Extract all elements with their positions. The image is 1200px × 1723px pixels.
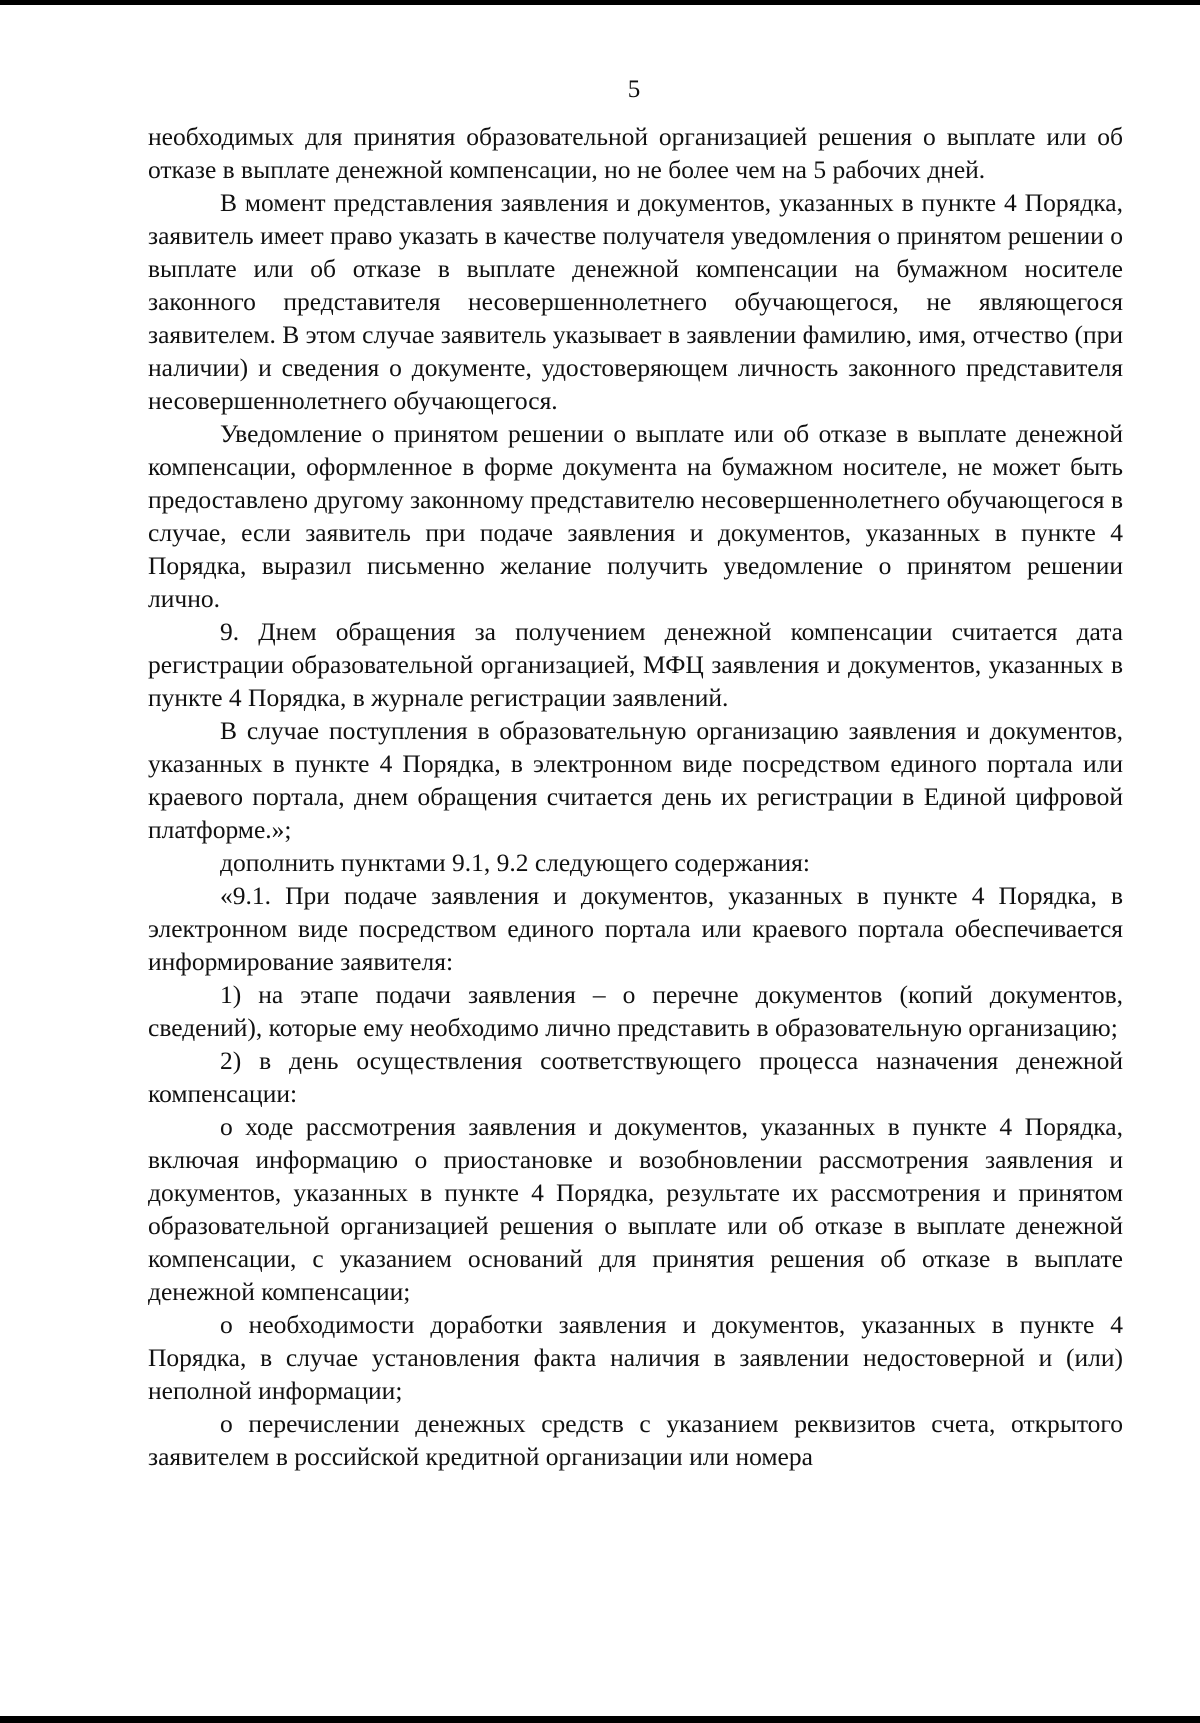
paragraph-item-9: 9. Днем обращения за получением денежной компенсации считается дата регистрации образовательной организацией, МФЦ заявления и документов, указанных в пункте 4 Порядка, в журнале регистрации заявлений. — [148, 617, 1123, 712]
paragraph-recipient-choice: В момент представления заявления и документов, указанных в пункте 4 Порядка, заявитель имеет право указать в качестве получателя уведомления о принятом решении о выплате или об отказе в выплате денежной компенсации на бумажном носителе законного представителя несовершеннолетнего обучающегося, не являющегося заявителем. В этом случае заявитель указывает в заявлении фамилию, имя, отчество (при наличии) и сведения о документе, удостоверяющем личность законного представителя несовершеннолетнего обучающегося. — [148, 188, 1123, 415]
paragraph-electronic-application: В случае поступления в образовательную организацию заявления и документов, указанных в пункте 4 Порядка, в электронном виде посредством единого портала или краевого портала, днем обращения считается день их регистрации в Единой цифровой платформе.»; — [148, 716, 1123, 844]
paragraph-item-9-1: «9.1. При подаче заявления и документов, указанных в пункте 4 Порядка, в электронном виде посредством единого портала или краевого портала обеспечивается информирование заявителя: — [148, 881, 1123, 976]
paragraph-amendment-intro: дополнить пунктами 9.1, 9.2 следующего содержания: — [220, 848, 810, 877]
page-number: 5 — [627, 76, 641, 103]
paragraph-revision-needed: о необходимости доработки заявления и документов, указанных в пункте 4 Порядка, в случае установления факта наличия в заявлении недостоверной и (или) неполной информации; — [148, 1310, 1123, 1405]
paragraph-funds-transfer: о перечислении денежных средств с указанием реквизитов счета, открытого заявителем в российской кредитной организации или номера — [148, 1409, 1123, 1471]
paragraph-review-progress: о ходе рассмотрения заявления и документов, указанных в пункте 4 Порядка, включая информацию о приостановке и возобновлении рассмотрения заявления и документов, указанных в пункте 4 Порядка, результате их рассмотрения и принятом образовательной организацией решения о выплате или об отказе в выплате денежной компенсации, с указанием оснований для принятия решения об отказе в выплате денежной компенсации; — [148, 1112, 1123, 1306]
paragraph-notification-restriction: Уведомление о принятом решении о выплате или об отказе в выплате денежной компенсации, оформленное в форме документа на бумажном носителе, не может быть предоставлено другому законному представителю несовершеннолетнего обучающегося в случае, если заявитель при подаче заявления и документов, указанных в пункте 4 Порядка, выразил письменно желание получить уведомление о принятом решении лично. — [148, 419, 1123, 613]
document-body — [148, 120, 1123, 1473]
paragraph-subitem-2: 2) в день осуществления соответствующего процесса назначения денежной компенсации: — [148, 1046, 1123, 1108]
scan-bottom-border — [0, 1716, 1200, 1723]
paragraph-subitem-1: 1) на этапе подачи заявления – о перечне документов (копий документов, сведений), которые ему необходимо лично представить в образовательную организацию; — [148, 980, 1123, 1042]
scan-top-border — [0, 0, 1200, 5]
paragraph-continuation: необходимых для принятия образовательной организацией решения о выплате или об отказе в выплате денежной компенсации, но не более чем на 5 рабочих дней. — [148, 122, 1123, 184]
